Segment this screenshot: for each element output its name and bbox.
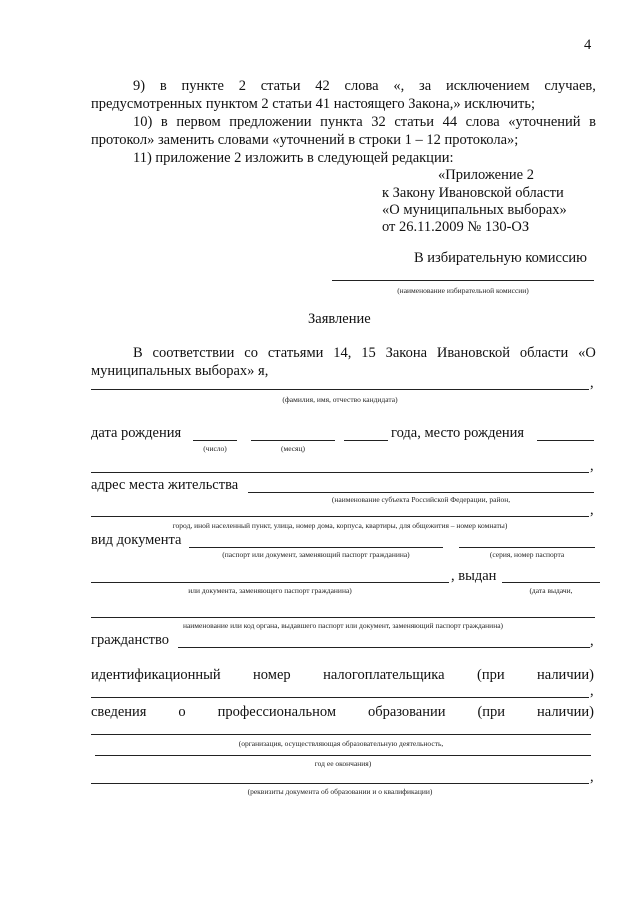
education-label: сведения о профессиональном образовании (при наличии) xyxy=(91,704,594,720)
addressee: В избирательную комиссию xyxy=(414,250,588,266)
birth-month-line[interactable] xyxy=(251,440,335,441)
education-caption-2: год ее окончания) xyxy=(314,759,372,768)
comma: , xyxy=(590,375,594,391)
address-caption-2: город, иной населенный пункт, улица, номер дома, корпуса, квартиры, для общежития – номер комнаты) xyxy=(172,521,508,530)
birth-year-line[interactable] xyxy=(344,440,388,441)
appendix-line-2: к Закону Ивановской области xyxy=(382,185,564,201)
item-10-line-1: 10) в первом предложении пункта 32 статьи 44 слова «уточнений в xyxy=(133,114,596,130)
comma: , xyxy=(590,683,594,699)
doc-series-line[interactable] xyxy=(459,547,595,548)
doc-type-line[interactable] xyxy=(189,547,443,548)
address-line[interactable] xyxy=(248,492,594,493)
doc-caption: (паспорт или документ, заменяющий паспорт гражданина) xyxy=(222,550,410,559)
education-doc-line[interactable] xyxy=(91,783,589,784)
birth-day-line[interactable] xyxy=(193,440,237,441)
education-year-line[interactable] xyxy=(95,755,591,756)
doc-caption-2: или документа, заменяющего паспорт гражданина) xyxy=(188,586,352,595)
form-title: Заявление xyxy=(308,311,371,327)
doc-series-caption: (серия, номер паспорта xyxy=(489,550,565,559)
fio-line[interactable] xyxy=(91,389,589,390)
day-caption: (число) xyxy=(203,444,227,453)
issue-date-line[interactable] xyxy=(502,582,600,583)
education-caption-1: (организация, осуществляющая образовательную деятельность, xyxy=(238,739,444,748)
comma: , xyxy=(590,633,594,649)
item-9-line-2: предусмотренных пунктом 2 статьи 41 настоящего Закона,» исключить; xyxy=(91,96,535,112)
intro-line-2: муниципальных выборах» я, xyxy=(91,363,269,379)
inn-line[interactable] xyxy=(91,697,589,698)
item-10-line-2: протокол» заменить словами «уточнений в строки 1 – 12 протокола»; xyxy=(91,132,519,148)
doc-label: вид документа xyxy=(91,532,182,548)
comma: , xyxy=(590,769,594,785)
comma: , xyxy=(590,458,594,474)
comma: , xyxy=(590,502,594,518)
issuer-line[interactable] xyxy=(91,617,595,618)
fio-caption: (фамилия, имя, отчество кандидата) xyxy=(282,395,398,404)
issued-label: , выдан xyxy=(451,568,497,584)
birth-date-label: дата рождения xyxy=(91,425,182,441)
citizenship-label: гражданство xyxy=(91,632,169,648)
appendix-line-4: от 26.11.2009 № 130-ОЗ xyxy=(382,219,530,235)
address-label: адрес места жительства xyxy=(91,477,239,493)
issue-date-caption: (дата выдачи, xyxy=(529,586,573,595)
citizenship-line[interactable] xyxy=(178,647,590,648)
birth-place-line[interactable] xyxy=(537,440,594,441)
inn-label: идентификационный номер налогоплательщика (при наличии) xyxy=(91,667,594,683)
intro-line-1: В соответствии со статьями 14, 15 Закона Ивановской области «О xyxy=(133,345,596,361)
appendix-line-3: «О муниципальных выборах» xyxy=(382,202,567,218)
issuer-caption: наименование или код органа, выдавшего паспорт или документ, заменяющий паспорт гражданина) xyxy=(182,621,504,630)
address-line-2[interactable] xyxy=(91,516,589,517)
item-11: 11) приложение 2 изложить в следующей редакции: xyxy=(133,150,454,166)
commission-name-line[interactable] xyxy=(332,280,594,281)
month-caption: (месяц) xyxy=(280,444,306,453)
doc-number-line[interactable] xyxy=(91,582,449,583)
education-org-line[interactable] xyxy=(91,734,591,735)
appendix-line-1: «Приложение 2 xyxy=(438,167,534,183)
year-place-label: года, место рождения xyxy=(391,425,525,441)
page-number: 4 xyxy=(584,37,592,53)
commission-caption: (наименование избирательной комиссии) xyxy=(397,286,529,295)
item-9-line-1: 9) в пункте 2 статьи 42 слова «, за исключением случаев, xyxy=(133,78,596,94)
address-caption-1: (наименование субъекта Российской Федерации, район, xyxy=(331,495,511,504)
birth-place-line-2[interactable] xyxy=(91,472,589,473)
education-caption-3: (реквизиты документа об образовании и о квалификации) xyxy=(247,787,433,796)
